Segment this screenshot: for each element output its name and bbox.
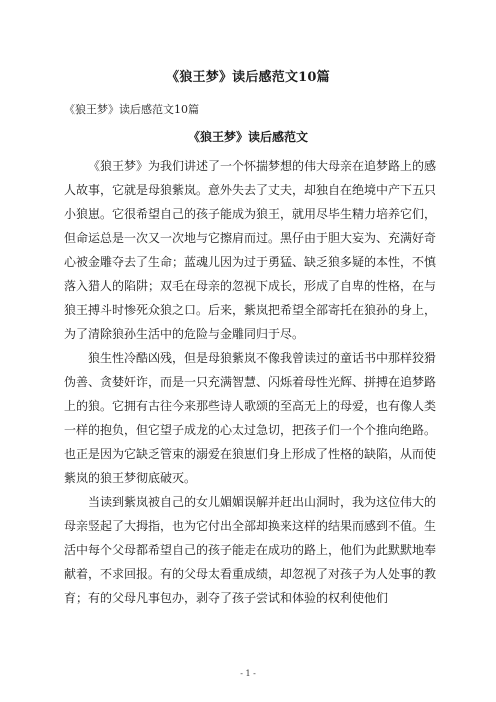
paragraph: 《狼王梦》为我们讲述了一个怀揣梦想的伟大母亲在追梦路上的感人故事，它就是母狼紫岚。意外失去了丈夫，却独自在绝境中产下五只小狼崽。它很希望自己的孩子能成为狼王，就用尽毕生精力培养它们，但命运总是一次又一次地与它擦肩而过。黑仔由于胆大妄为、充满好奇心被金雕夺去了生命；蓝魂儿因为过于勇猛、缺乏狼多疑的本性，不慎落入猎人的陷阱；双毛在母亲的忽视下成长，形成了自卑的性格，在与狼王搏斗时惨死众狼之口。后来，紫岚把希望全部寄托在狼孙的身上，为了清除狼孙生活中的危险与金雕同归于尽。 — [64, 159, 437, 341]
paragraph: 狼生性冷酷凶残，但是母狼紫岚不像我曾读过的童话书中那样狡猾伪善、贪婪奸诈，而是一只充满智慧、闪烁着母性光辉、拼搏在追梦路上的狼。它拥有古往今来那些诗人歌颂的至高无上的母爱，也有像人类一样的抱负，但它望子成龙的心太过急切，把孩子们一个个推向绝路。也正是因为它缺乏管束的溺爱在狼崽们身上形成了性格的缺陷，从而使紫岚的狼王梦彻底破灭。 — [64, 351, 437, 485]
document-title: 《狼王梦》读后感范文10篇 — [166, 70, 330, 85]
article-body — [64, 154, 436, 610]
page-number: - 1 - — [240, 669, 256, 678]
paragraph: 当读到紫岚被自己的女儿媚媚误解并赶出山洞时，我为这位伟大的母亲竖起了大拇指，也为它付出全部却换来这样的结果而感到不值。生活中每个父母都希望自己的孩子能走在成功的路上，他们为此默默地奉献着，不求回报。有的父母太看重成绩，却忽视了对孩子为人处事的教育；有的父母凡事包办，剥夺了孩子尝试和体验的权利使他们 — [64, 495, 437, 605]
section-heading: 《狼王梦》读后感范文 — [187, 130, 308, 144]
document-subtitle: 《狼王梦》读后感范文10篇 — [64, 103, 199, 116]
